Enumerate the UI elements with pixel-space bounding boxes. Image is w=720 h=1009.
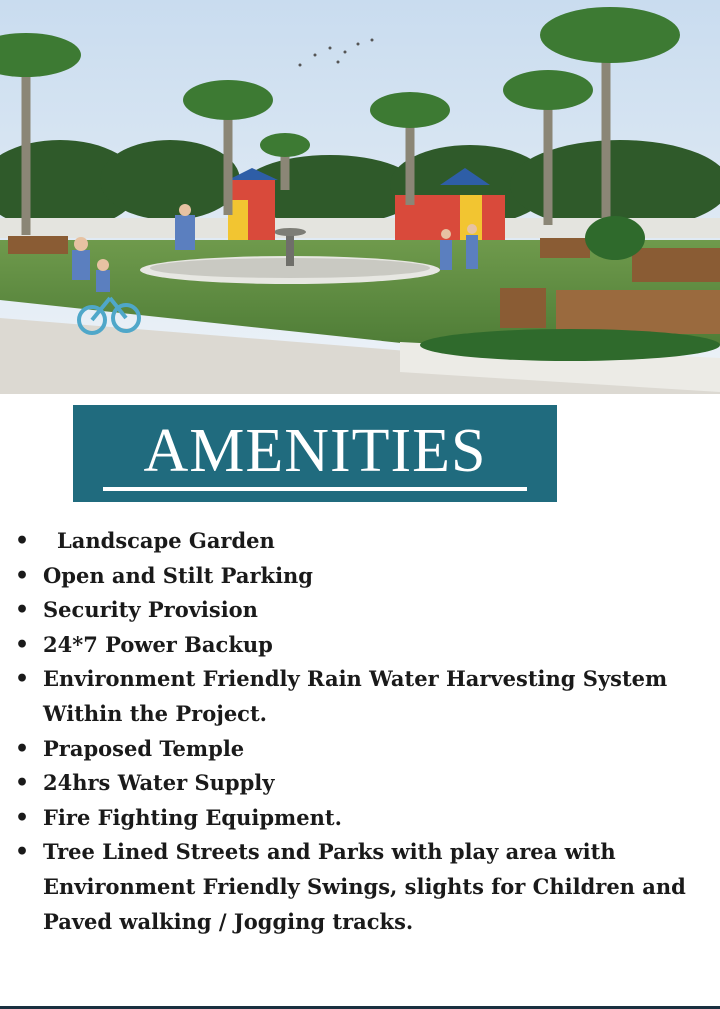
list-item: • Landscape Garden <box>0 524 720 559</box>
list-item: • 24*7 Power Backup <box>0 628 720 663</box>
park-hero-image <box>0 0 720 394</box>
list-item: • Security Provision <box>0 593 720 628</box>
bullet-icon: • <box>15 631 30 658</box>
bullet-icon: • <box>15 804 30 831</box>
list-item: • Open and Stilt Parking <box>0 559 720 594</box>
bullet-icon: • <box>15 839 30 866</box>
bullet-icon: • <box>15 735 30 762</box>
list-item: • Fire Fighting Equipment. <box>0 801 720 836</box>
list-item: • Tree Lined Streets and Parks with play area with Environment Friendly Swings, slights for Children and Paved walking / Jogging tracks. <box>0 835 720 939</box>
bullet-icon: • <box>15 528 30 554</box>
list-item: • 24hrs Water Supply <box>0 766 720 801</box>
bullet-icon: • <box>15 562 30 589</box>
banner-underline <box>103 487 527 491</box>
amenities-list <box>0 524 720 939</box>
bullet-icon: • <box>15 770 30 797</box>
list-item: • Environment Friendly Rain Water Harvesting System Within the Project. <box>0 662 720 731</box>
list-item: • Praposed Temple <box>0 732 720 767</box>
bullet-icon: • <box>15 597 30 624</box>
bullet-icon: • <box>15 666 30 693</box>
amenities-banner <box>73 405 557 502</box>
page-title: AMENITIES <box>143 416 487 485</box>
